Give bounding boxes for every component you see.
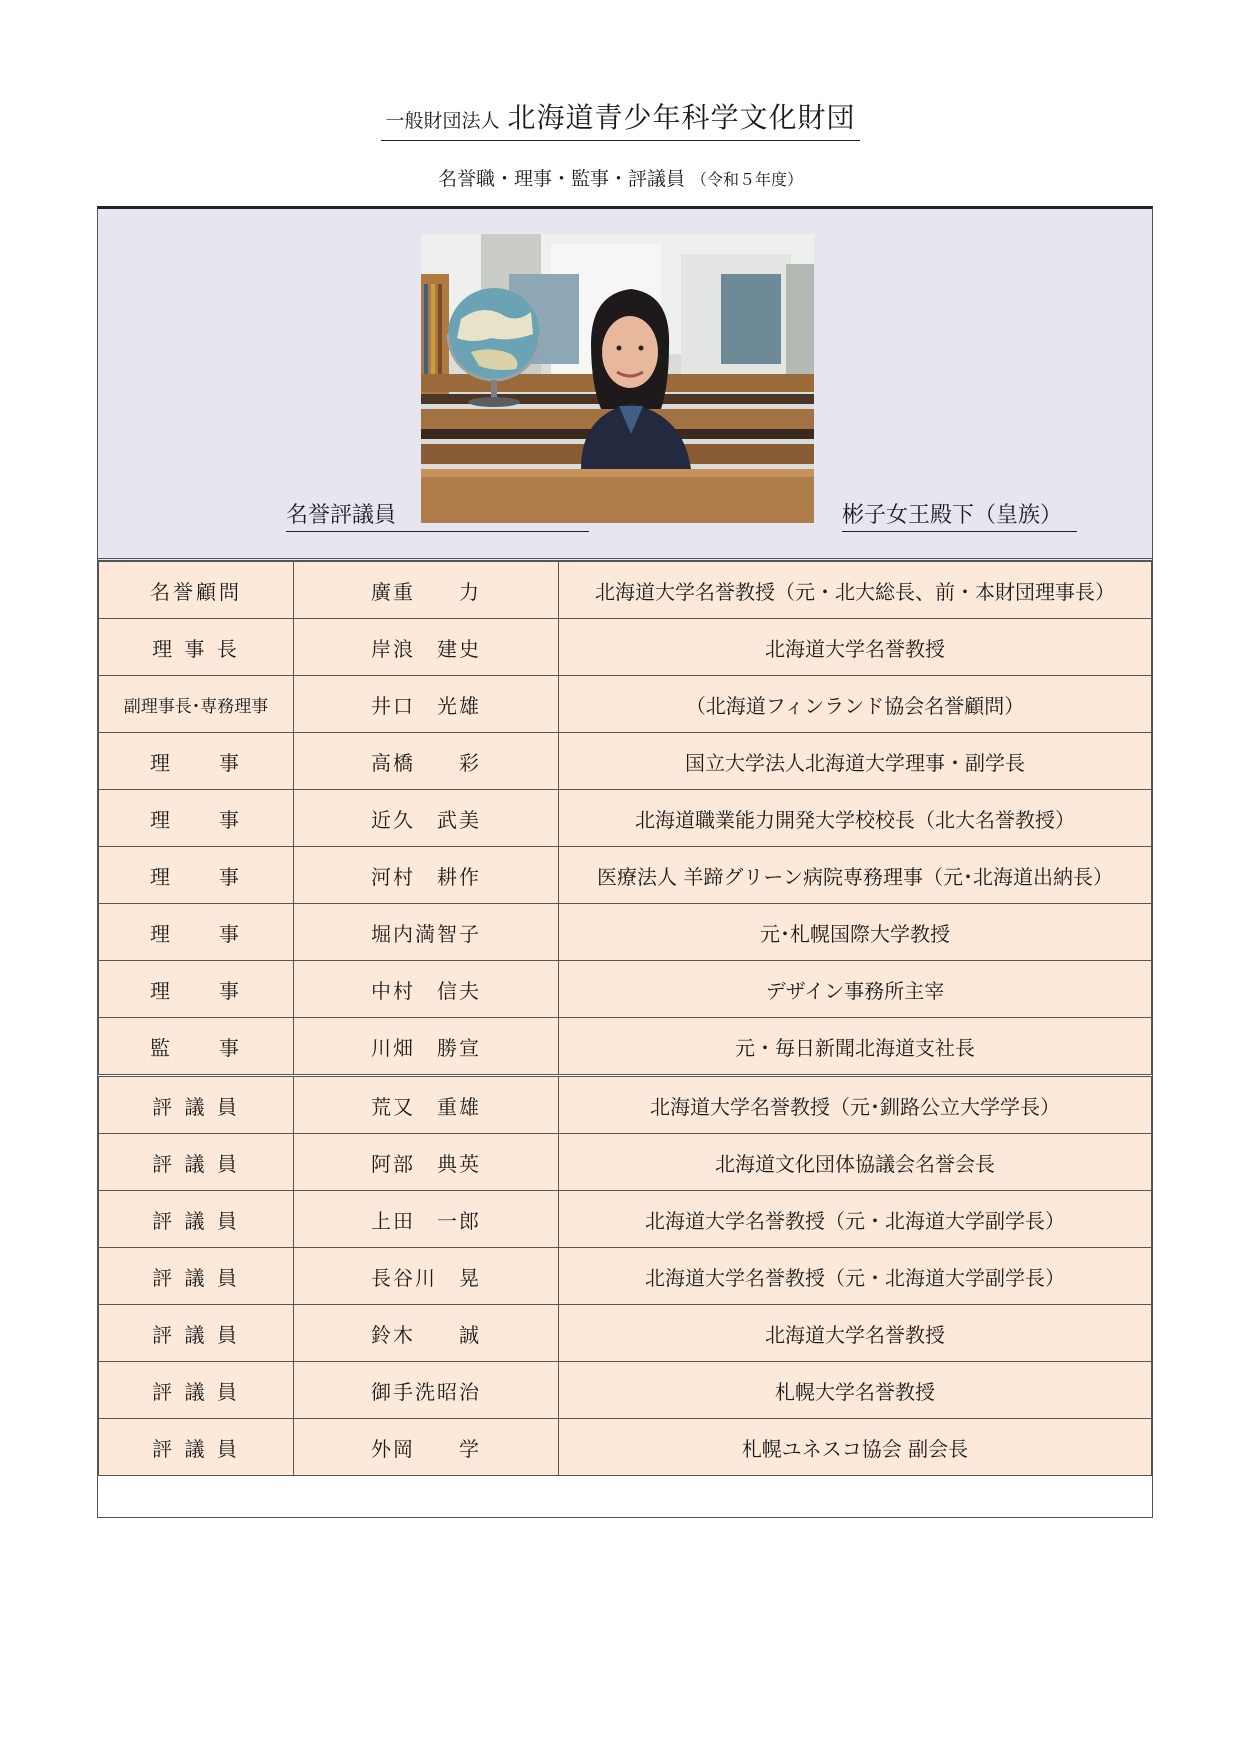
honorary-name: 彬子女王殿下（皇族） bbox=[842, 498, 1077, 532]
title-cell: 札幌大学名誉教授 bbox=[559, 1362, 1152, 1419]
portrait-photo bbox=[421, 234, 814, 523]
title-cell: 北海道大学名誉教授（元・北大総長、前・本財団理事長） bbox=[559, 562, 1152, 619]
title-cell: 北海道大学名誉教授（元・北海道大学副学長） bbox=[559, 1191, 1152, 1248]
org-prefix: 一般財団法人 bbox=[385, 110, 500, 132]
role-cell: 理 事 bbox=[99, 904, 294, 961]
name-cell: 河村 耕作 bbox=[294, 847, 559, 904]
honorary-section bbox=[98, 209, 1152, 561]
name-cell: 外岡 学 bbox=[294, 1419, 559, 1476]
table-row bbox=[99, 1134, 1152, 1191]
title-cell: 北海道大学名誉教授 bbox=[559, 1305, 1152, 1362]
fiscal-year: （令和５年度） bbox=[691, 170, 804, 189]
org-name: 北海道青少年科学文化財団 bbox=[507, 101, 856, 134]
table-row bbox=[99, 733, 1152, 790]
role-cell: 評 議 員 bbox=[99, 1076, 294, 1134]
table-row bbox=[99, 1248, 1152, 1305]
name-cell: 近久 武美 bbox=[294, 790, 559, 847]
document-subtitle bbox=[0, 164, 1241, 191]
table-row bbox=[99, 847, 1152, 904]
name-cell: 堀内満智子 bbox=[294, 904, 559, 961]
table-row bbox=[99, 1191, 1152, 1248]
table-row bbox=[99, 961, 1152, 1018]
title-cell: 札幌ユネスコ協会 副会長 bbox=[559, 1419, 1152, 1476]
library-portrait-image bbox=[421, 234, 814, 523]
name-cell: 阿部 典英 bbox=[294, 1134, 559, 1191]
table-row bbox=[99, 562, 1152, 619]
role-cell: 評 議 員 bbox=[99, 1419, 294, 1476]
name-cell: 岸浪 建史 bbox=[294, 619, 559, 676]
roster-frame bbox=[97, 206, 1153, 1518]
role-cell: 理 事 bbox=[99, 733, 294, 790]
role-cell: 監 事 bbox=[99, 1018, 294, 1076]
name-cell: 上田 一郎 bbox=[294, 1191, 559, 1248]
name-cell: 荒又 重雄 bbox=[294, 1076, 559, 1134]
name-cell: 中村 信夫 bbox=[294, 961, 559, 1018]
table-row bbox=[99, 1076, 1152, 1134]
honorary-title: 名誉評議員 bbox=[286, 498, 589, 532]
role-cell: 評 議 員 bbox=[99, 1134, 294, 1191]
title-cell: デザイン事務所主宰 bbox=[559, 961, 1152, 1018]
title-cell: 北海道職業能力開発大学校校長（北大名誉教授） bbox=[559, 790, 1152, 847]
title-cell: （北海道フィンランド協会名誉顧問） bbox=[559, 676, 1152, 733]
name-cell: 廣重 力 bbox=[294, 562, 559, 619]
role-cell: 評 議 員 bbox=[99, 1248, 294, 1305]
table-row bbox=[99, 619, 1152, 676]
role-cell: 理 事 bbox=[99, 790, 294, 847]
role-cell: 理 事 長 bbox=[99, 619, 294, 676]
title-cell: 元・毎日新聞北海道支社長 bbox=[559, 1018, 1152, 1076]
role-cell: 理 事 bbox=[99, 847, 294, 904]
table-row bbox=[99, 904, 1152, 961]
title-underline bbox=[381, 96, 859, 141]
name-cell: 長谷川 晃 bbox=[294, 1248, 559, 1305]
table-row bbox=[99, 790, 1152, 847]
table-row bbox=[99, 676, 1152, 733]
title-cell: 北海道文化団体協議会名誉会長 bbox=[559, 1134, 1152, 1191]
members-table bbox=[98, 561, 1152, 1476]
role-cell: 評 議 員 bbox=[99, 1305, 294, 1362]
name-cell: 鈴木 誠 bbox=[294, 1305, 559, 1362]
name-cell: 高橋 彩 bbox=[294, 733, 559, 790]
role-cell: 評 議 員 bbox=[99, 1362, 294, 1419]
title-cell: 北海道大学名誉教授 bbox=[559, 619, 1152, 676]
title-cell: 元･札幌国際大学教授 bbox=[559, 904, 1152, 961]
role-cell: 評 議 員 bbox=[99, 1191, 294, 1248]
name-cell: 御手洗昭治 bbox=[294, 1362, 559, 1419]
role-cell: 名誉顧問 bbox=[99, 562, 294, 619]
title-cell: 医療法人 羊蹄グリーン病院専務理事（元･北海道出納長） bbox=[559, 847, 1152, 904]
document-title bbox=[0, 96, 1241, 141]
title-cell: 北海道大学名誉教授（元･釧路公立大学学長） bbox=[559, 1076, 1152, 1134]
table-row bbox=[99, 1419, 1152, 1476]
name-cell: 川畑 勝宣 bbox=[294, 1018, 559, 1076]
role-cell: 副理事長･専務理事 bbox=[99, 676, 294, 733]
table-row bbox=[99, 1018, 1152, 1076]
role-cell: 理 事 bbox=[99, 961, 294, 1018]
subtitle-text: 名誉職・理事・監事・評議員 bbox=[437, 168, 685, 190]
table-row bbox=[99, 1305, 1152, 1362]
title-cell: 国立大学法人北海道大学理事・副学長 bbox=[559, 733, 1152, 790]
table-row bbox=[99, 1362, 1152, 1419]
name-cell: 井口 光雄 bbox=[294, 676, 559, 733]
title-cell: 北海道大学名誉教授（元・北海道大学副学長） bbox=[559, 1248, 1152, 1305]
